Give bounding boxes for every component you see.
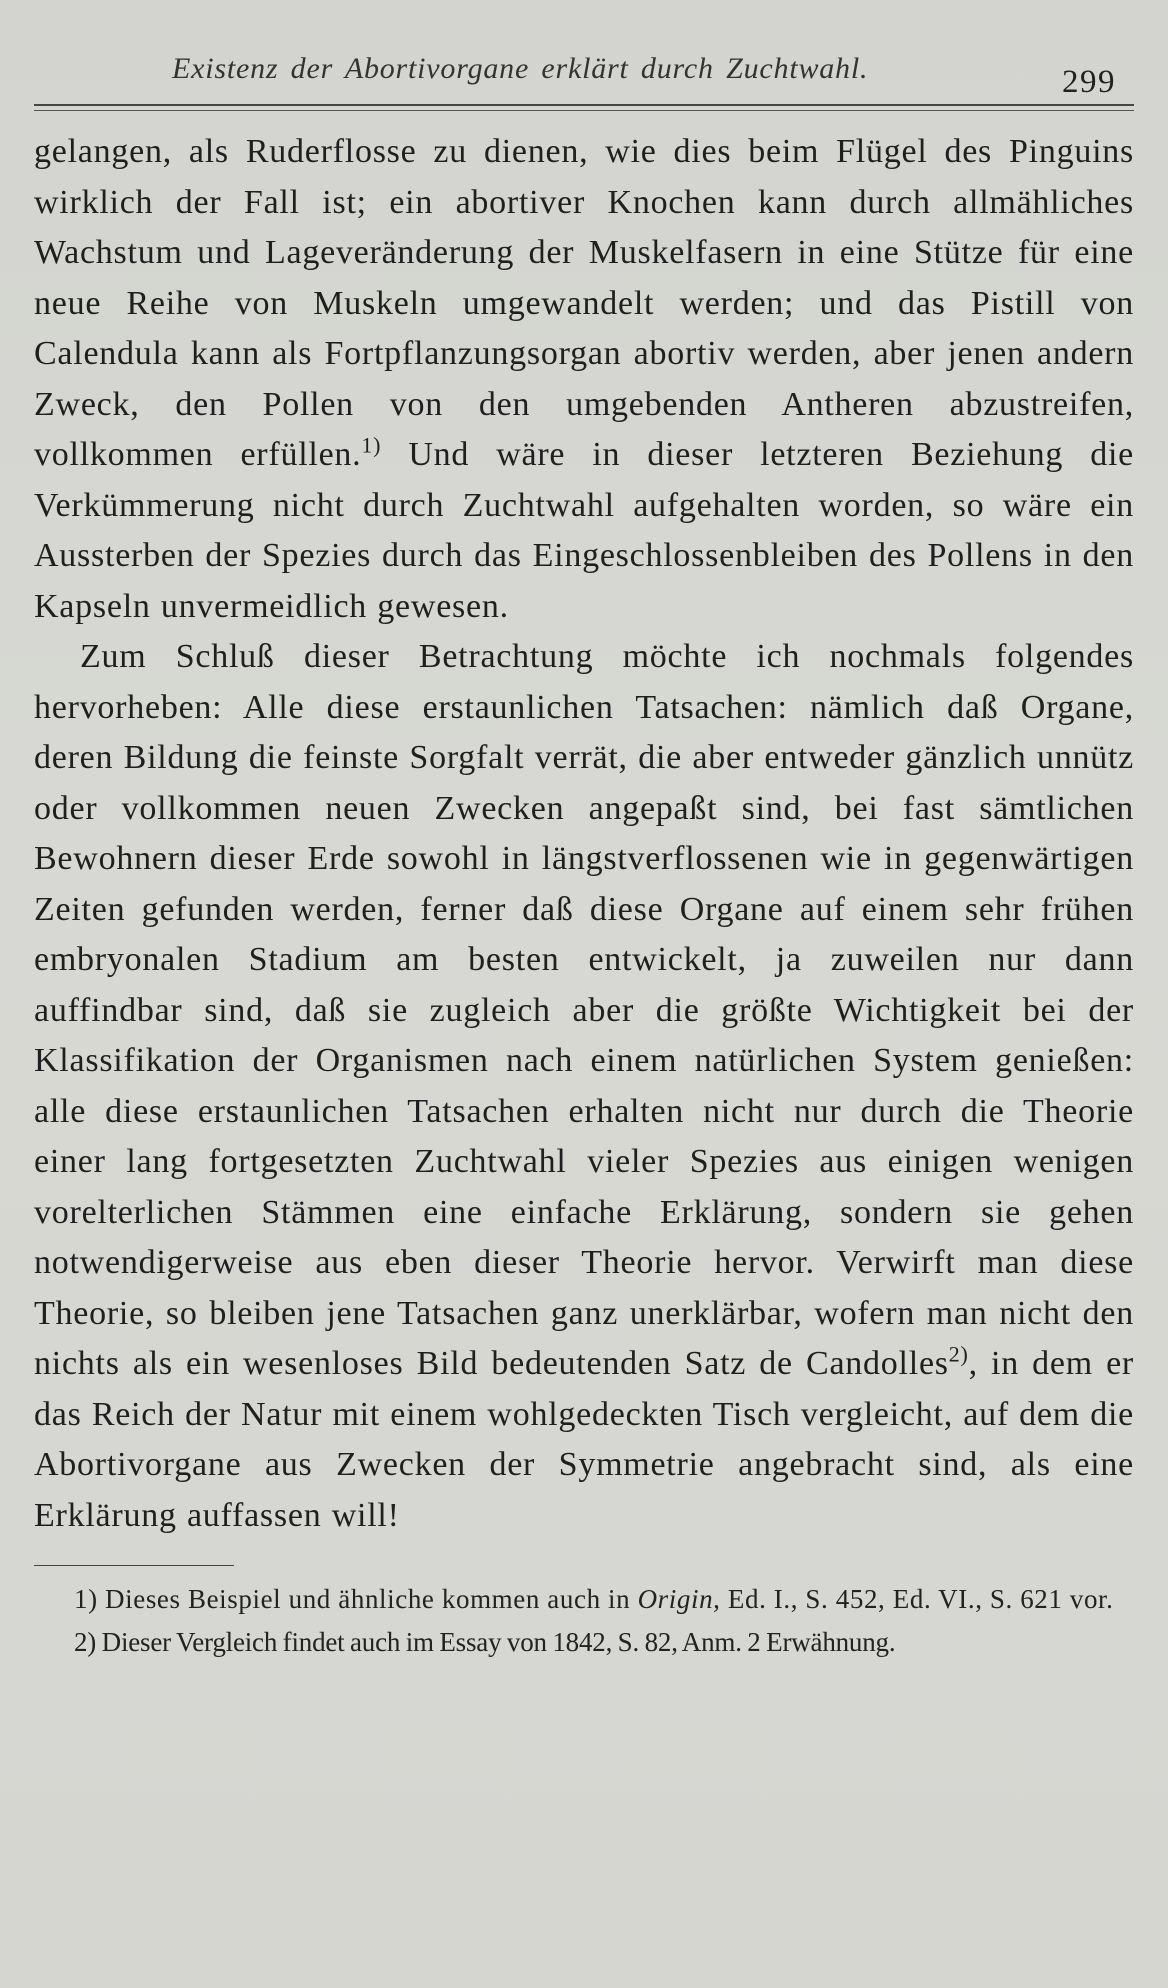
footnotes <box>34 1578 1134 1664</box>
paragraph-2-text-a: Zum Schluß dieser Betrachtung möchte ich nochmals folgendes hervorheben: Alle diese erstaunlichen Tatsachen: nämlich daß Organe, deren Bildung die feinste Sorgfalt verrät, die aber entweder gänzlich unnütz oder vollkommen neuen Zwecken angepaßt sind, bei fast sämtlichen Bewohnern dieser Erde sowohl in längstverflossenen wie in gegenwärtigen Zeiten gefunden werden, ferner daß diese Organe auf einem sehr frühen embryonalen Stadium am besten entwickelt, ja zuweilen nur dann auffindbar sind, daß sie zugleich aber die größte Wichtigkeit bei der Klassifikation der Organismen nach einem natürlichen System genießen: alle diese erstaunlichen Tatsachen erhalten nicht nur durch die Theorie einer lang fortgesetzten Zuchtwahl vieler Spezies aus einigen wenigen vorelterlichen Stämmen eine einfache Erklärung, sondern sie gehen notwendigerweise aus eben dieser Theorie hervor. Verwirft man diese Theorie, so bleiben jene Tatsachen ganz unerklärbar, wofern man nicht den nichts als ein wesenloses Bild bedeutenden Satz de Candolles <box>34 638 1134 1382</box>
running-title: Existenz der Abortivorgane erklärt durch Zuchtwahl. <box>172 52 869 85</box>
running-head <box>34 52 1134 100</box>
footnote-ref-2: 2) <box>948 1341 969 1367</box>
footnote-ref-1: 1) <box>361 432 382 458</box>
footnote-rule <box>34 1565 234 1566</box>
paragraph-2 <box>34 632 1134 1541</box>
footnote-1 <box>34 1578 1134 1621</box>
footnote-1-italic: Origin, <box>637 1584 721 1614</box>
footnote-1-text-b: Ed. I., S. 452, Ed. VI., S. 621 vor. <box>720 1584 1114 1614</box>
page-number: 299 <box>1062 64 1116 100</box>
paragraph-1-text-a: gelangen, als Ruderflosse zu dienen, wie dies beim Flügel des Pinguins wirklich der Fall ist; ein abortiver Knochen kann durch allmähliches Wachstum und Lageveränderung der Muskelfasern in eine Stütze für eine neue Reihe von Muskeln umgewandelt werden; und das Pistill von Calendula kann als Fortpflanzungsorgan abortiv werden, aber jenen andern Zweck, den Pollen von den umgebenden Antheren abzustreifen, vollkommen erfüllen. <box>34 133 1134 473</box>
header-double-rule <box>34 104 1134 111</box>
footnote-1-text-a: 1) Dieses Beispiel und ähnliche kommen auch in <box>74 1584 638 1614</box>
paragraph-2-text-b: , in dem er das Reich der Natur mit einem wohlgedeckten Tisch vergleicht, auf dem die Abortivorgane aus Zwecken der Symmetrie angebracht sind, als eine Erklärung auffassen will! <box>34 1345 1134 1534</box>
main-text <box>34 127 1134 1541</box>
footnote-2: 2) Dieser Vergleich findet auch im Essay von 1842, S. 82, Anm. 2 Erwähnung. <box>74 1627 896 1657</box>
paragraph-1-text-b: Und wäre in dieser letzteren Beziehung die Verkümmerung nicht durch Zuchtwahl aufgehalten worden, so wäre ein Aussterben der Spezies durch das Eingeschlossenbleiben des Pollens in den Kapseln unvermeidlich gewesen. <box>34 436 1134 625</box>
paragraph-1 <box>34 127 1134 632</box>
